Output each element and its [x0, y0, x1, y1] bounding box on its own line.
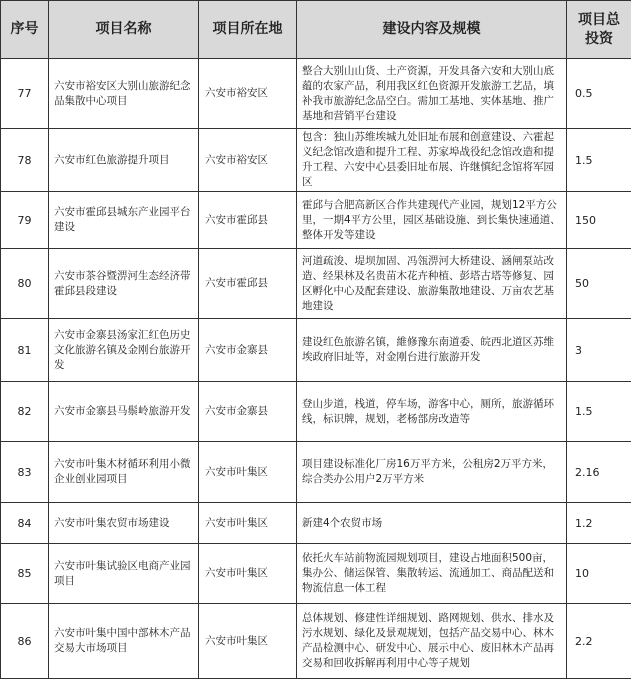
cell-name: 六安市金寨县汤家汇红色历史文化旅游名镇及金刚台旅游开发 [49, 319, 199, 382]
table-row [1, 503, 631, 544]
header-investment-line1: 项目总 [578, 11, 620, 28]
cell-name: 六安市霍邱县城东产业园平台建设 [49, 192, 199, 249]
cell-investment: 50 [567, 249, 631, 319]
cell-investment: 2.2 [567, 604, 631, 679]
header-name: 项目名称 [49, 1, 199, 59]
table-row [1, 604, 631, 679]
cell-location: 六安市叶集区 [199, 604, 297, 679]
cell-investment: 10 [567, 544, 631, 604]
cell-investment: 1.5 [567, 382, 631, 442]
cell-investment: 1.5 [567, 129, 631, 192]
cell-seq: 83 [1, 442, 49, 503]
cell-seq: 81 [1, 319, 49, 382]
header-content: 建设内容及规模 [297, 1, 567, 59]
header-seq: 序号 [1, 1, 49, 59]
cell-content: 登山步道，栈道，停车场，游客中心，厕所，旅游循环线，标识牌，规划，老杨部房改造等 [297, 382, 567, 442]
cell-seq: 80 [1, 249, 49, 319]
cell-seq: 85 [1, 544, 49, 604]
cell-name: 六安市红色旅游提升项目 [49, 129, 199, 192]
cell-content: 整合大别山山货、土产资源，开发具备六安和大别山底蕴的农家产品，利用我区红色资源开发旅游工艺品，填补我市旅游纪念品空白。需加工基地、实体基地、推广基地和营销平台建设 [297, 59, 567, 129]
cell-location: 六安市霍邱县 [199, 249, 297, 319]
cell-seq: 79 [1, 192, 49, 249]
cell-location: 六安市叶集区 [199, 442, 297, 503]
table-row [1, 249, 631, 319]
cell-investment: 1.2 [567, 503, 631, 544]
cell-location: 六安市金寨县 [199, 382, 297, 442]
cell-name: 六安市裕安区大别山旅游纪念品集散中心项目 [49, 59, 199, 129]
cell-name: 六安市叶集农贸市场建设 [49, 503, 199, 544]
cell-content: 依托火车站前物流园规划项目，建设占地面积500亩，集办公、储运保管、集散转运、流通加工、商品配送和物流信息一体工程 [297, 544, 567, 604]
cell-content: 项目建设标准化厂房16万平方米，公租房2万平方米，综合类办公用户2万平方米 [297, 442, 567, 503]
cell-content: 新建4个农贸市场 [297, 503, 567, 544]
cell-name: 六安市叶集木材循环利用小微企业创业园项目 [49, 442, 199, 503]
cell-location: 六安市裕安区 [199, 129, 297, 192]
cell-name: 六安市茶谷暨淠河生态经济带霍邱县段建设 [49, 249, 199, 319]
table-row [1, 129, 631, 192]
cell-investment: 2.16 [567, 442, 631, 503]
header-row [1, 1, 631, 59]
table-row [1, 59, 631, 129]
cell-seq: 77 [1, 59, 49, 129]
table-row [1, 382, 631, 442]
header-investment-line2: 投资 [585, 30, 613, 47]
cell-seq: 82 [1, 382, 49, 442]
cell-content: 总体规划、修建性详细规划、路网规划、供水、排水及污水规划、绿化及景观规划，包括产品交易中心、林木产品检测中心、研发中心、展示中心、废旧林木产品再交易和回收拆解再利用中心等子规划 [297, 604, 567, 679]
header-investment [567, 1, 631, 59]
cell-name: 六安市金寨县马鬃岭旅游开发 [49, 382, 199, 442]
cell-location: 六安市金寨县 [199, 319, 297, 382]
cell-seq: 78 [1, 129, 49, 192]
cell-content: 霍邱与合肥高新区合作共建现代产业园，规划12平方公里，一期4平方公里，园区基础设施、到长集快速通道、整体开发等建设 [297, 192, 567, 249]
cell-location: 六安市叶集区 [199, 503, 297, 544]
cell-name: 六安市叶集中国中部林木产品交易大市场项目 [49, 604, 199, 679]
cell-seq: 86 [1, 604, 49, 679]
cell-location: 六安市裕安区 [199, 59, 297, 129]
cell-location: 六安市叶集区 [199, 544, 297, 604]
cell-investment: 150 [567, 192, 631, 249]
cell-investment: 3 [567, 319, 631, 382]
cell-investment: 0.5 [567, 59, 631, 129]
cell-content: 河道疏浚、堤坝加固、冯瓴淠河大桥建设、涵闸泵站改造、经果林及名贵苗木花卉种植、彭塔古塔等修复、园区孵化中心及配套建设、旅游集散地建设、万亩农艺基地建设 [297, 249, 567, 319]
cell-seq: 84 [1, 503, 49, 544]
table-row [1, 192, 631, 249]
table-row [1, 544, 631, 604]
header-location: 项目所在地 [199, 1, 297, 59]
cell-content: 建设红色旅游名镇，維修豫东南道委、皖西北道区苏维埃政府旧址等，对金刚台进行旅游开发 [297, 319, 567, 382]
cell-location: 六安市霍邱县 [199, 192, 297, 249]
table-row [1, 319, 631, 382]
table-row [1, 442, 631, 503]
cell-name: 六安市叶集试验区电商产业园项目 [49, 544, 199, 604]
cell-content: 包含：独山苏维埃城九处旧址布展和创意建设、六霍起义纪念馆改造和提升工程、苏家埠战役纪念馆改造和提升工程、六安中心县委旧址布展、许继慎纪念馆将军园区 [297, 129, 567, 192]
